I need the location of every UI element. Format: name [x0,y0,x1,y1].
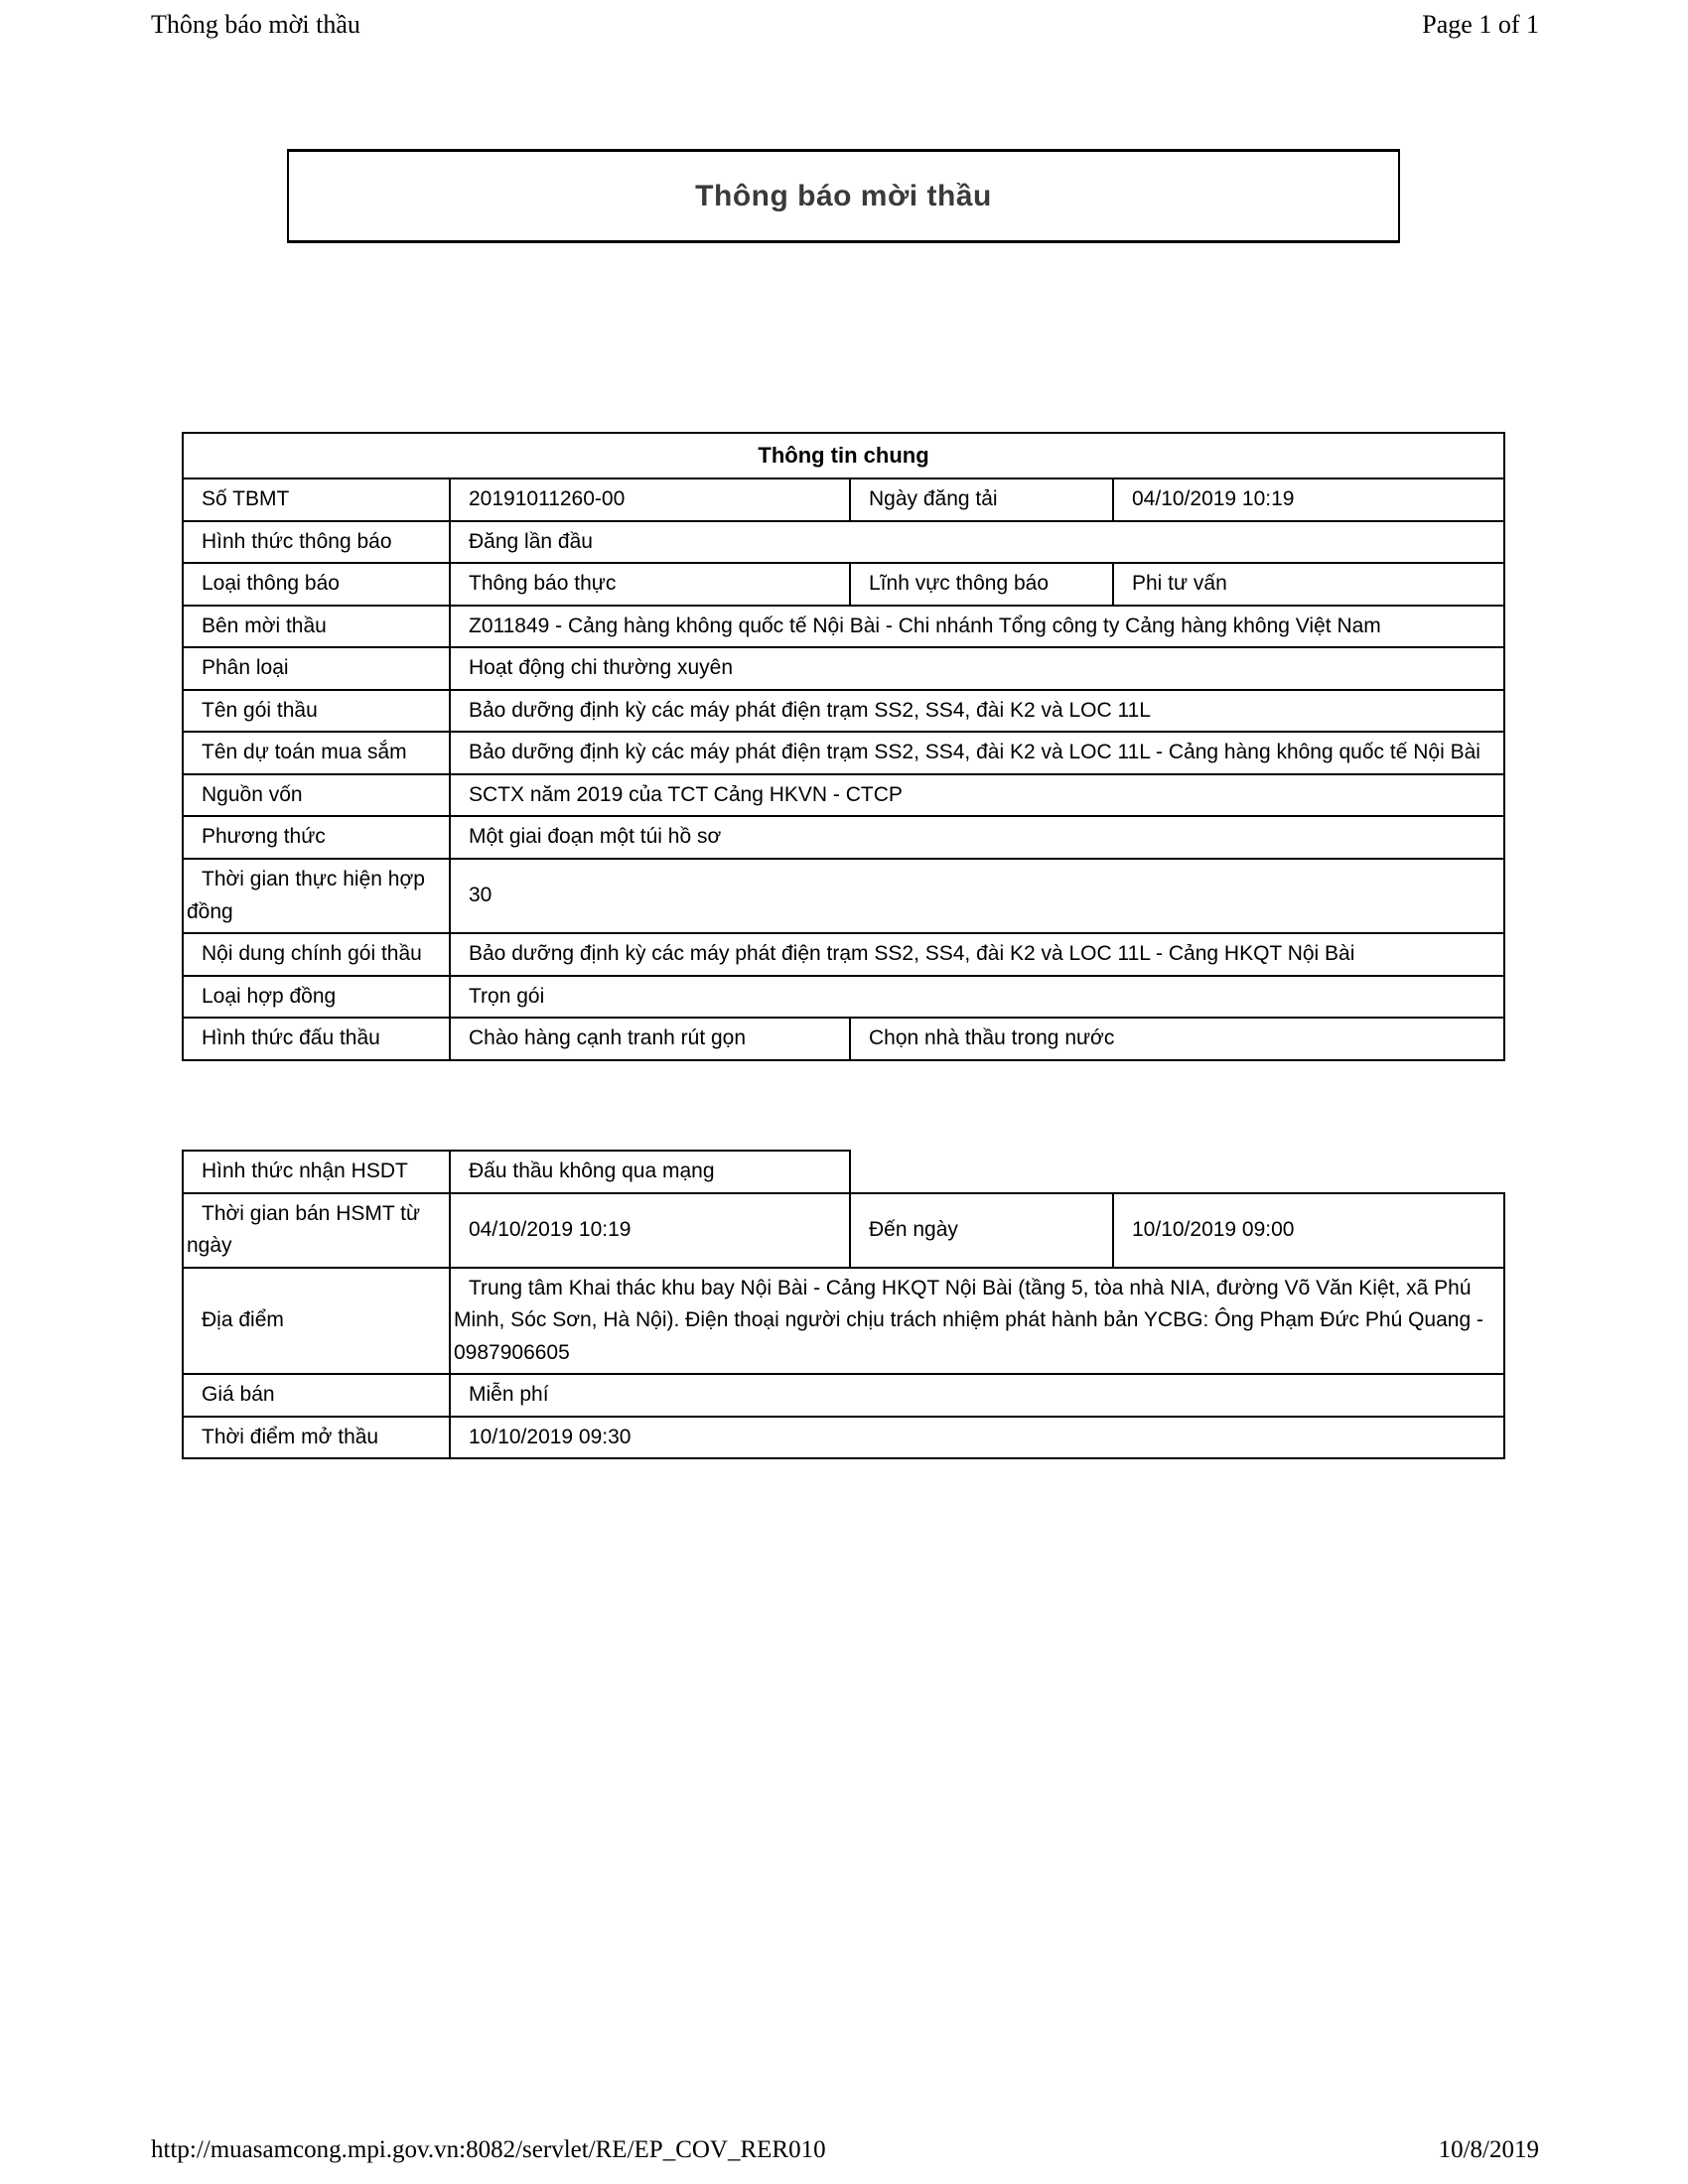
hinh-thuc-tb-value: Đăng lần đầu [450,521,1504,564]
table-row-ten-goi-thau [183,690,1504,733]
mo-thau-label: Thời điểm mở thầu [183,1417,450,1459]
den-ngay-label: Đến ngày [850,1193,1113,1268]
den-ngay-value: 10/10/2019 09:00 [1113,1193,1504,1268]
header-page-number: Page 1 of 1 [1422,10,1539,39]
nguon-von-label: Nguồn vốn [183,774,450,817]
phan-loai-label: Phân loại [183,647,450,690]
header-doc-title: Thông báo mời thầu [151,10,360,39]
footer-date: 10/8/2019 [1438,2136,1539,2163]
phuong-thuc-value: Một giai đoạn một túi hồ sơ [450,816,1504,859]
loai-hd-value: Trọn gói [450,976,1504,1019]
table-row-hinh-thuc-nhan-hsdt [183,1151,1504,1193]
loai-tb-label: Loại thông báo [183,563,450,606]
empty-cell [850,1151,1504,1193]
hinh-thuc-dt-label: Hình thức đấu thầu [183,1018,450,1060]
table-row-phuong-thuc [183,816,1504,859]
phuong-thuc-label: Phương thức [183,816,450,859]
page-header [151,10,1539,40]
mo-thau-value: 10/10/2019 09:30 [450,1417,1504,1459]
table-row-hinh-thuc-thong-bao [183,521,1504,564]
table-row-phan-loai [183,647,1504,690]
loai-hd-label: Loại hợp đồng [183,976,450,1019]
hsdt-label: Hình thức nhận HSDT [183,1151,450,1193]
footer-url: http://muasamcong.mpi.gov.vn:8082/servlet/RE/EP_COV_RER010 [151,2136,826,2163]
hinh-thuc-dt-value-2: Chọn nhà thầu trong nước [850,1018,1504,1060]
linh-vuc-value: Phi tư vấn [1113,563,1504,606]
table-row-thoi-diem-mo-thau [183,1417,1504,1459]
hinh-thuc-tb-label: Hình thức thông báo [183,521,450,564]
ngay-dang-tai-label: Ngày đăng tải [850,478,1113,521]
table-row-thoi-gian-thuc-hien [183,859,1504,933]
dia-diem-label: Địa điểm [183,1268,450,1375]
hsdt-value: Đấu thầu không qua mạng [450,1151,850,1193]
linh-vuc-label: Lĩnh vực thông báo [850,563,1113,606]
ten-du-toan-value: Bảo dưỡng định kỳ các máy phát điện trạm SS2, SS4, đài K2 và LOC 11L - Cảng hàng không quốc tế Nội Bài [450,732,1504,774]
ben-moi-thau-value: Z011849 - Cảng hàng không quốc tế Nội Bài - Chi nhánh Tổng công ty Cảng hàng không Việt Nam [450,606,1504,648]
hinh-thuc-dt-value: Chào hàng cạnh tranh rút gọn [450,1018,850,1060]
table-row-nguon-von [183,774,1504,817]
page-footer [151,2136,1539,2164]
table-row-gia-ban [183,1374,1504,1417]
table-row-noi-dung-chinh [183,933,1504,976]
ten-goi-thau-label: Tên gói thầu [183,690,450,733]
ban-hsmt-label: Thời gian bán HSMT từ ngày [183,1193,450,1268]
table-row-loai-thong-bao [183,563,1504,606]
table-row-section-header [183,433,1504,478]
nguon-von-value: SCTX năm 2019 của TCT Cảng HKVN - CTCP [450,774,1504,817]
table-row-loai-hop-dong [183,976,1504,1019]
thoi-gian-value: 30 [450,859,1504,933]
noi-dung-label: Nội dung chính gói thầu [183,933,450,976]
so-tbmt-value: 20191011260-00 [450,478,850,521]
dia-diem-value: Trung tâm Khai thác khu bay Nội Bài - Cảng HKQT Nội Bài (tầng 5, tòa nhà NIA, đường Võ Văn Kiệt, xã Phú Minh, Sóc Sơn, Hà Nội). Điện thoại người chịu trách nhiệm phát hành bản YCBG: Ông Phạm Đức Phú Quang - 0987906605 [450,1268,1504,1375]
loai-tb-value: Thông báo thực [450,563,850,606]
table-row-ten-du-toan [183,732,1504,774]
section-header: Thông tin chung [183,433,1504,478]
ban-hsmt-from-value: 04/10/2019 10:19 [450,1193,850,1268]
gia-ban-label: Giá bán [183,1374,450,1417]
general-info-table [182,432,1505,1061]
noi-dung-value: Bảo dưỡng định kỳ các máy phát điện trạm SS2, SS4, đài K2 và LOC 11L - Cảng HKQT Nội Bài [450,933,1504,976]
ten-goi-thau-value: Bảo dưỡng định kỳ các máy phát điện trạm SS2, SS4, đài K2 và LOC 11L [450,690,1504,733]
ben-moi-thau-label: Bên mời thầu [183,606,450,648]
table-row-dia-diem [183,1268,1504,1375]
title-box [287,149,1400,243]
thoi-gian-label: Thời gian thực hiện hợp đồng [183,859,450,933]
detail-table [182,1150,1505,1459]
table-row-hinh-thuc-dau-thau [183,1018,1504,1060]
table-row-thoi-gian-ban-hsmt [183,1193,1504,1268]
so-tbmt-label: Số TBMT [183,478,450,521]
gia-ban-value: Miễn phí [450,1374,1504,1417]
ngay-dang-tai-value: 04/10/2019 10:19 [1113,478,1504,521]
page-title: Thông báo mời thầu [695,179,992,212]
table-row-so-tbmt [183,478,1504,521]
phan-loai-value: Hoạt động chi thường xuyên [450,647,1504,690]
ten-du-toan-label: Tên dự toán mua sắm [183,732,450,774]
table-row-ben-moi-thau [183,606,1504,648]
